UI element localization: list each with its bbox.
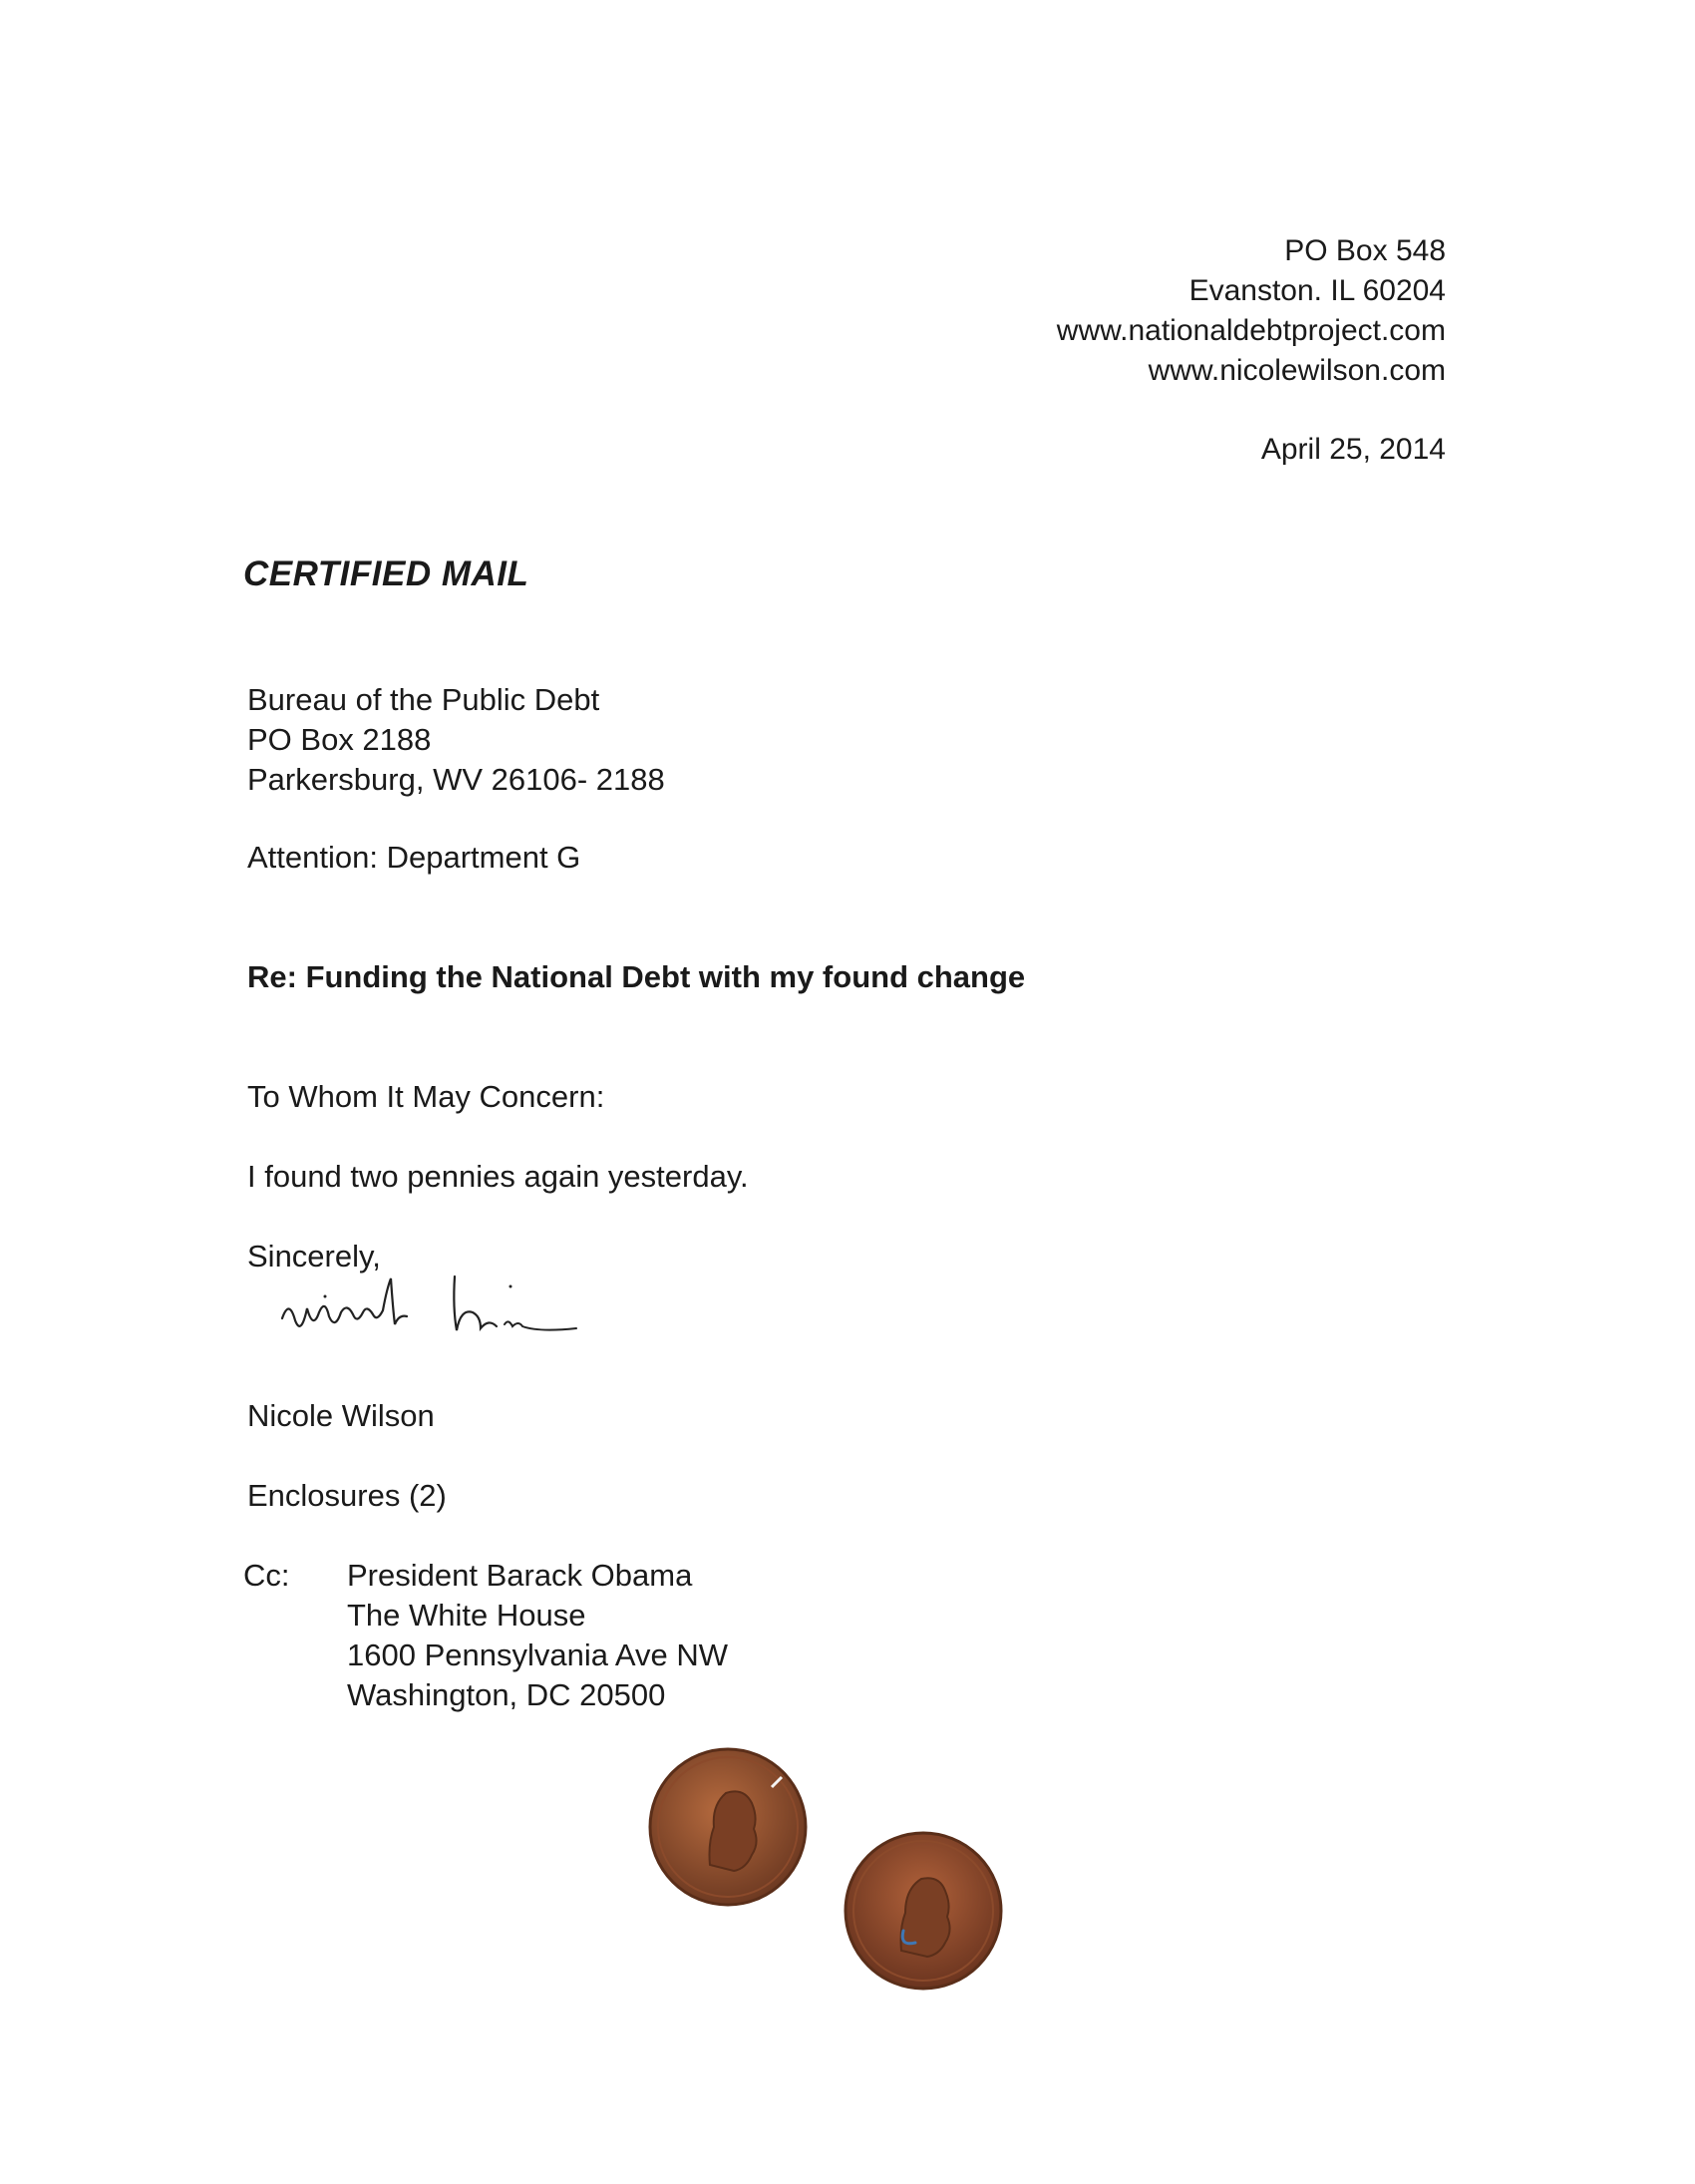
signer-name: Nicole Wilson [247, 1398, 435, 1433]
cc-line: 1600 Pennsylvania Ave NW [347, 1638, 728, 1672]
sender-line: www.nationaldebtproject.com [1056, 314, 1446, 347]
certified-mail-label: CERTIFIED MAIL [243, 554, 529, 593]
recipient-line: Bureau of the Public Debt [247, 682, 600, 717]
cc-label: Cc: [243, 1558, 290, 1593]
letter-date: April 25, 2014 [1260, 433, 1446, 466]
sender-line: www.nicolewilson.com [1148, 354, 1446, 387]
sender-address [1057, 231, 1446, 391]
subject-line: Re: Funding the National Debt with my found change [247, 959, 1026, 994]
enclosures-note: Enclosures (2) [247, 1478, 447, 1513]
recipient-line: PO Box 2188 [247, 722, 432, 757]
signature-image [277, 1269, 606, 1348]
sender-line: Evanston. IL 60204 [1188, 274, 1446, 307]
cc-line: Washington, DC 20500 [347, 1677, 666, 1712]
closing: Sincerely, [247, 1239, 381, 1274]
cc-line: The White House [347, 1598, 586, 1633]
cc-line: President Barack Obama [347, 1558, 693, 1593]
salutation: To Whom It May Concern: [247, 1079, 605, 1114]
attention-line: Attention: Department G [247, 840, 581, 875]
sender-line: PO Box 548 [1284, 234, 1446, 267]
letter-body: I found two pennies again yesterday. [247, 1159, 749, 1194]
penny-image [844, 1831, 1003, 1991]
recipient-line: Parkersburg, WV 26106- 2188 [247, 762, 665, 797]
penny-image [648, 1747, 808, 1907]
cc-address [347, 1556, 728, 1715]
recipient-address [247, 680, 665, 800]
